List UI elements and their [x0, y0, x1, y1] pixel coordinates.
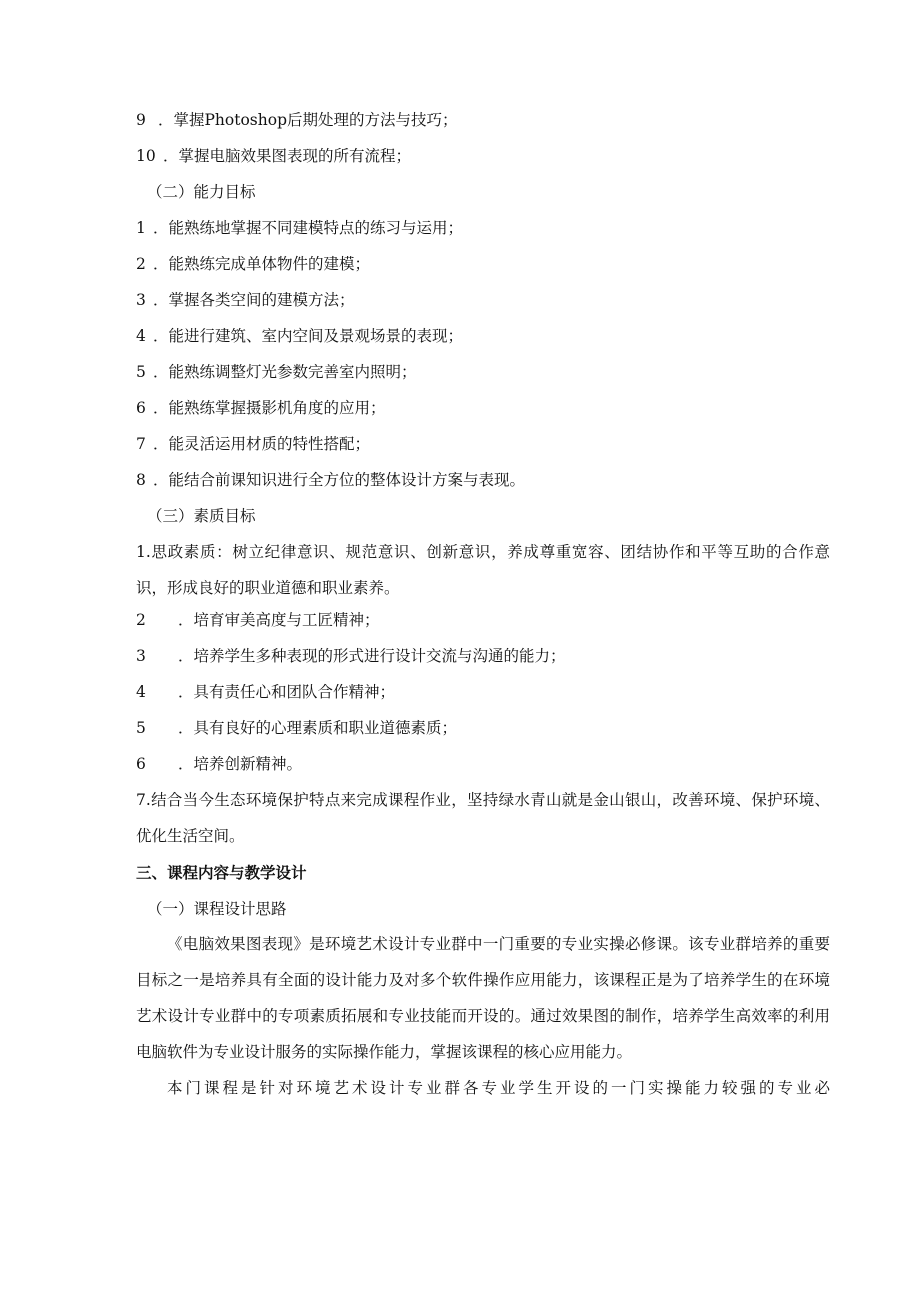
- list-item-text: ．能进行建筑、室内空间及景观场景的表现；: [153, 327, 464, 345]
- list-item-number: 2: [136, 255, 146, 273]
- list-item-text: ．掌握电脑效果图表现的所有流程；: [163, 147, 412, 165]
- list-item-text: ．培养创新精神。: [178, 755, 303, 773]
- list-item-number: 9: [136, 111, 146, 129]
- quality-item-1: 1.思政素质：树立纪律意识、规范意识、创新意识，养成尊重宽容、团结协作和平等互助的合作意识，形成良好的职业道德和职业素养。: [136, 543, 830, 597]
- design-paragraph-2: 本门课程是针对环境艺术设计专业群各专业学生开设的一门实操能力较强的专业必: [167, 1079, 830, 1097]
- design-paragraph-1: 《电脑效果图表现》是环境艺术设计专业群中一门重要的专业实操必修课。该专业群培养的重要目标之一是培养具有全面的设计能力及对多个软件操作应用能力，该课程正是为了培养学生的在环境艺术设计专业群中的专项素质拓展和专业技能而开设的。通过效果图的制作，培养学生高效率的利用电脑软件为专业设计服务的实际操作能力，掌握该课程的核心应用能力。: [136, 935, 830, 1061]
- list-item-number: 6: [136, 755, 146, 773]
- list-item-number: 6: [136, 399, 146, 417]
- list-item-text: ．掌握各类空间的建模方法；: [153, 291, 355, 309]
- list-item-number: 3: [136, 291, 146, 309]
- list-item-text: ．具有责任心和团队合作精神；: [178, 683, 396, 701]
- quality-heading: （三）素质目标: [147, 507, 256, 525]
- list-item-number: 2: [136, 611, 146, 629]
- list-item-number: 5: [136, 719, 146, 737]
- list-item-number: 7: [136, 435, 146, 453]
- quality-item-7: 7.结合当今生态环境保护特点来完成课程作业，坚持绿水青山就是金山银山，改善环境、保护环境、优化生活空间。: [136, 791, 830, 845]
- list-item-text: ．掌握Photoshop后期处理的方法与技巧；: [158, 111, 458, 129]
- list-item-text: ．能熟练完成单体物件的建模；: [153, 255, 371, 273]
- list-item-text: ．能熟练调整灯光参数完善室内照明；: [153, 363, 417, 381]
- list-item-text: ．能结合前课知识进行全方位的整体设计方案与表现。: [153, 471, 526, 489]
- list-item-text: ．培养学生多种表现的形式进行设计交流与沟通的能力；: [178, 647, 566, 665]
- ability-heading: （二）能力目标: [147, 183, 256, 201]
- list-item-number: 4: [136, 327, 146, 345]
- list-item-number: 8: [136, 471, 146, 489]
- list-item-number: 1: [136, 219, 146, 237]
- list-item-number: 5: [136, 363, 146, 381]
- list-item-number: 10: [136, 147, 156, 165]
- design-heading: （一）课程设计思路: [147, 900, 287, 918]
- list-item-text: ．具有良好的心理素质和职业道德素质；: [178, 719, 458, 737]
- list-item-number: 3: [136, 647, 146, 665]
- list-item-number: 4: [136, 683, 146, 701]
- list-item-text: ．能灵活运用材质的特性搭配；: [153, 435, 371, 453]
- list-item-text: ．能熟练地掌握不同建模特点的练习与运用；: [153, 219, 464, 237]
- list-item-text: ．能熟练掌握摄影机角度的应用；: [153, 399, 386, 417]
- section-three-heading: 三、课程内容与教学设计: [136, 863, 307, 882]
- list-item-text: ．培育审美高度与工匠精神；: [178, 611, 380, 629]
